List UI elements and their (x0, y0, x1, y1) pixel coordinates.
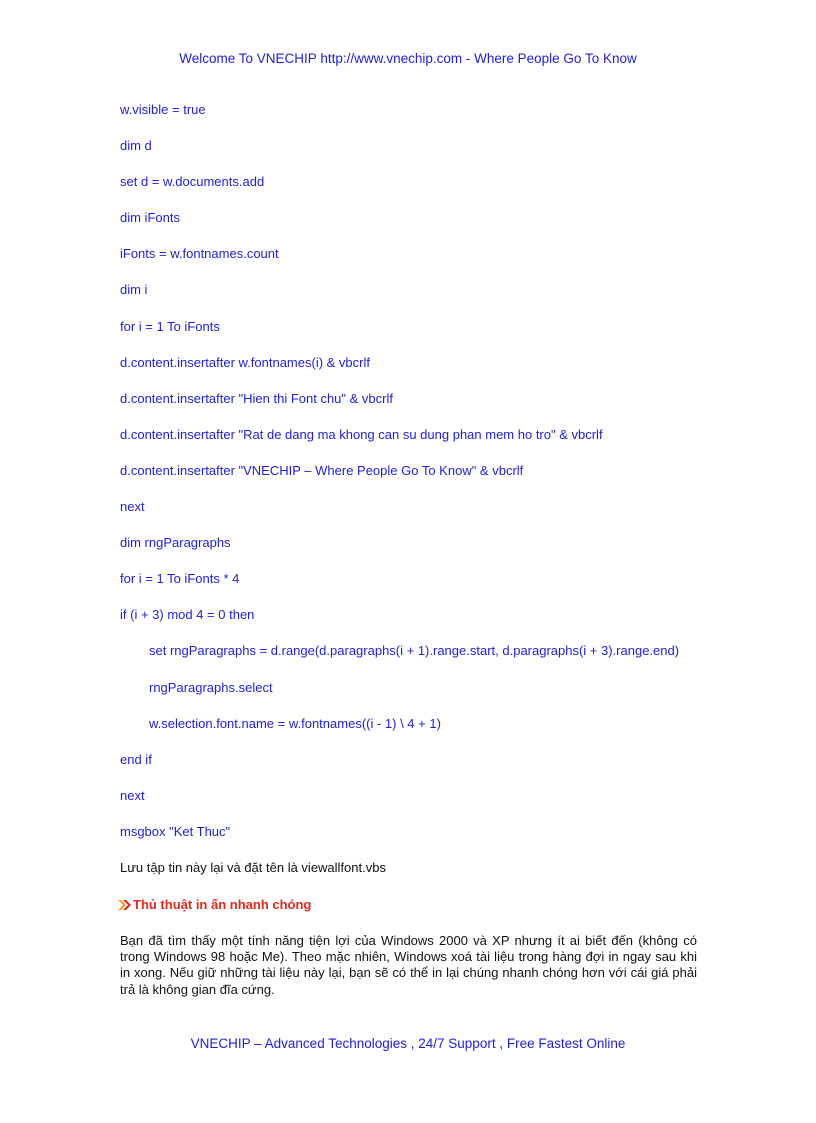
code-line: set rngParagraphs = d.range(d.paragraphs(i + 1).range.start, d.paragraphs(i + 3).range.end) (149, 643, 680, 659)
code-line: for i = 1 To iFonts * 4 (120, 571, 240, 587)
code-line: d.content.insertafter "Rat de dang ma khong can su dung phan mem ho tro" & vbcrlf (120, 426, 603, 442)
code-line: next (120, 499, 145, 515)
code-line: next (120, 787, 145, 803)
page-footer: VNECHIP – Advanced Technologies , 24/7 Support , Free Fastest Online (190, 1036, 626, 1051)
code-line: if (i + 3) mod 4 = 0 then (120, 607, 255, 623)
code-line: msgbox "Ket Thuc" (120, 823, 231, 839)
code-line: d.content.insertafter w.fontnames(i) & vbcrlf (120, 354, 370, 370)
code-line: rngParagraphs.select (149, 679, 273, 695)
body-paragraph: Bạn đã tìm thấy một tính năng tiện lợi của Windows 2000 và XP nhưng ít ai biết đến (không có trong Windows 98 hoặc Me). Theo mặc nhiên, Windows xoá tài liệu trong hàng đợi in ngay sau khi in xong. Nếu giữ những tài liệu này lại, bạn sẽ có thể in lại chúng nhanh chóng hơn với cái giá phải trả là không gian đĩa cứng. (120, 933, 697, 997)
page-header: Welcome To VNECHIP http://www.vnechip.com - Where People Go To Know (179, 51, 637, 66)
double-arrow-icon (118, 899, 131, 911)
code-line: d.content.insertafter "Hien thi Font chu" & vbcrlf (120, 390, 393, 406)
code-line: dim i (120, 282, 148, 298)
code-line: w.visible = true (120, 102, 206, 117)
code-line: set d = w.documents.add (120, 174, 265, 190)
code-line: dim rngParagraphs (120, 535, 231, 551)
code-line: iFonts = w.fontnames.count (120, 246, 279, 262)
code-line: d.content.insertafter "VNECHIP – Where People Go To Know" & vbcrlf (120, 462, 524, 478)
code-line: dim d (120, 138, 152, 154)
section-title: Thủ thuật in ấn nhanh chóng (133, 897, 312, 912)
code-line: w.selection.font.name = w.fontnames((i - 1) \ 4 + 1) (149, 715, 441, 731)
code-block (120, 101, 760, 859)
save-note: Lưu tập tin này lại và đặt tên là viewallfont.vbs (120, 860, 386, 875)
code-line: for i = 1 To iFonts (120, 318, 220, 334)
section-heading (118, 897, 311, 912)
code-line: end if (120, 751, 152, 767)
code-line: dim iFonts (120, 210, 180, 226)
